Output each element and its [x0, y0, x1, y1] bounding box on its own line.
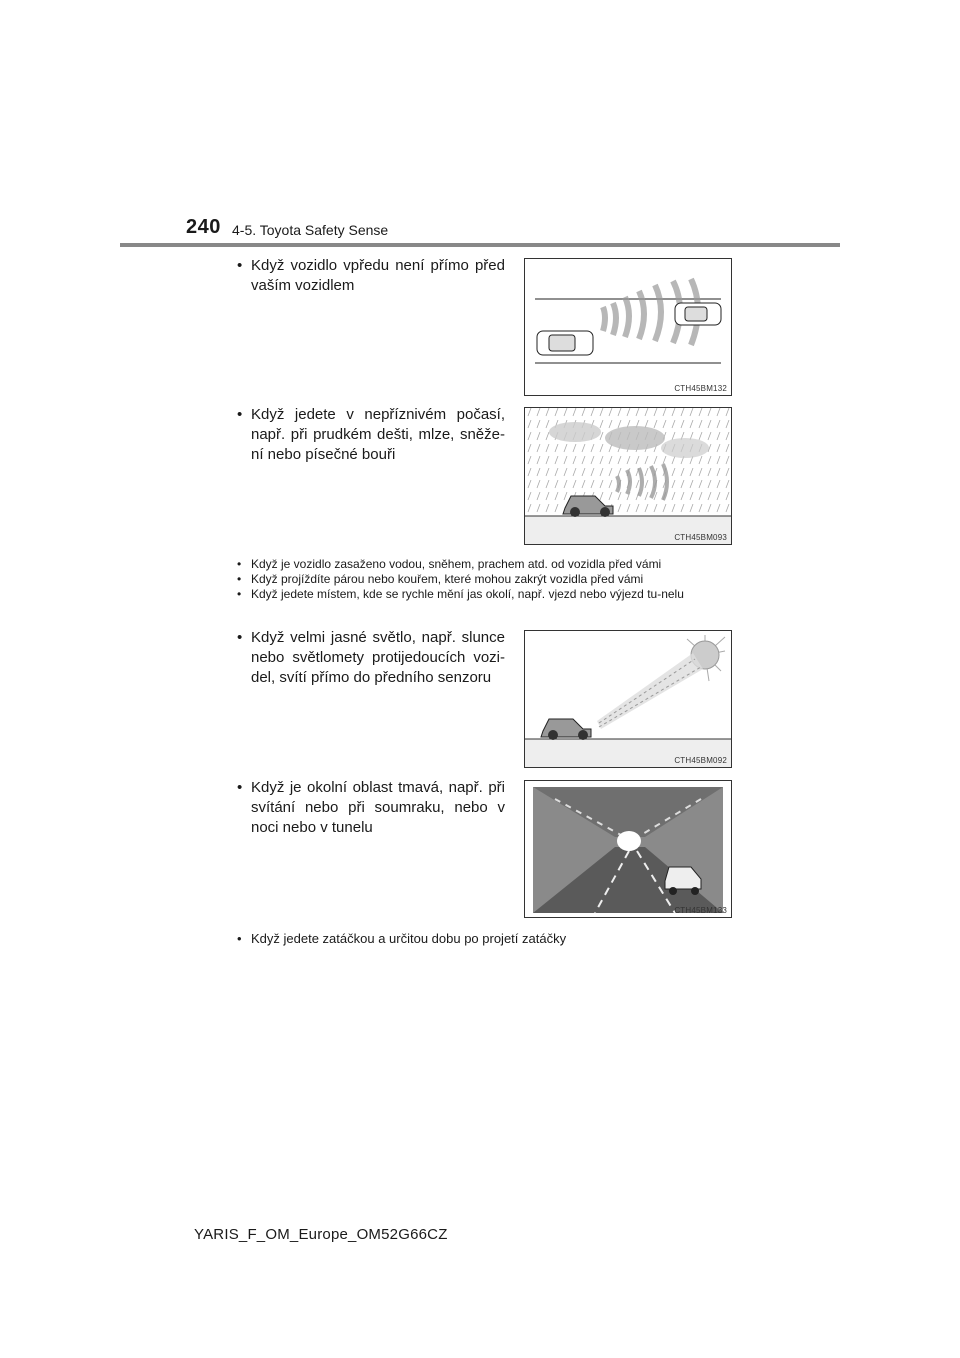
bullet-steam-smoke [237, 572, 747, 586]
page-number: 240 [186, 216, 221, 238]
bullet-text: Když je okolní oblast tmavá, např. při svítání nebo při soumraku, nebo v noci nebo v tunelu [251, 779, 505, 836]
bullet-text: Když jedete místem, kde se rychle mění jas okolí, např. vjezd nebo výjezd tu-nelu [251, 587, 684, 601]
bullet-symbol: • [237, 779, 243, 796]
bullet-brightness-change [237, 587, 747, 601]
figure-tunnel [524, 780, 732, 918]
bullet-splashed [237, 557, 747, 571]
figure-code: CTH45BM133 [674, 906, 727, 915]
bullet-symbol: • [237, 257, 243, 274]
bullet-text: Když je vozidlo zasaženo vodou, sněhem, prachem atd. od vozidla před vámi [251, 557, 662, 571]
figure-bad-weather [524, 407, 732, 545]
figure-code: CTH45BM092 [674, 756, 727, 765]
bullet-symbol: • [237, 557, 242, 571]
figure-code: CTH45BM132 [674, 384, 727, 393]
bullet-dark-area [237, 778, 505, 838]
bullet-bad-weather [237, 405, 505, 465]
section-title: 4-5. Toyota Safety Sense [232, 222, 389, 238]
bullet-symbol: • [237, 931, 242, 946]
bullet-text: Když projíždíte párou nebo kouřem, které mohou zakrýt vozidla před vámi [251, 572, 644, 586]
bullet-text: Když vozidlo vpředu není přímo před vaším vozidlem [251, 257, 505, 294]
bullet-curve [237, 932, 747, 946]
sun-illustration [525, 631, 731, 767]
bullet-bright-light [237, 628, 505, 688]
tunnel-illustration [525, 781, 731, 917]
bullet-symbol: • [237, 572, 242, 586]
bullet-text: Když jedete v nepříznivém počasí, např. při prudkém dešti, mlze, sněže-ní nebo písečné bouři [251, 406, 505, 463]
rain-illustration [525, 408, 731, 544]
document-footer: YARIS_F_OM_Europe_OM52G66CZ [194, 1226, 448, 1243]
bullet-text: Když jedete zatáčkou a určitou dobu po projetí zatáčky [251, 931, 567, 946]
bullet-symbol: • [237, 406, 243, 423]
figure-code: CTH45BM093 [674, 533, 727, 542]
bullet-symbol: • [237, 629, 243, 646]
figure-offset-vehicle [524, 258, 732, 396]
header-rule [120, 243, 840, 247]
bullet-vehicle-not-ahead [237, 256, 505, 296]
bullet-symbol: • [237, 587, 242, 601]
figure-bright-light [524, 630, 732, 768]
offset-vehicle-illustration [525, 259, 731, 395]
bullet-text: Když velmi jasné světlo, např. slunce nebo světlomety protijedoucích vozi-del, svítí přímo do předního senzoru [251, 629, 505, 686]
